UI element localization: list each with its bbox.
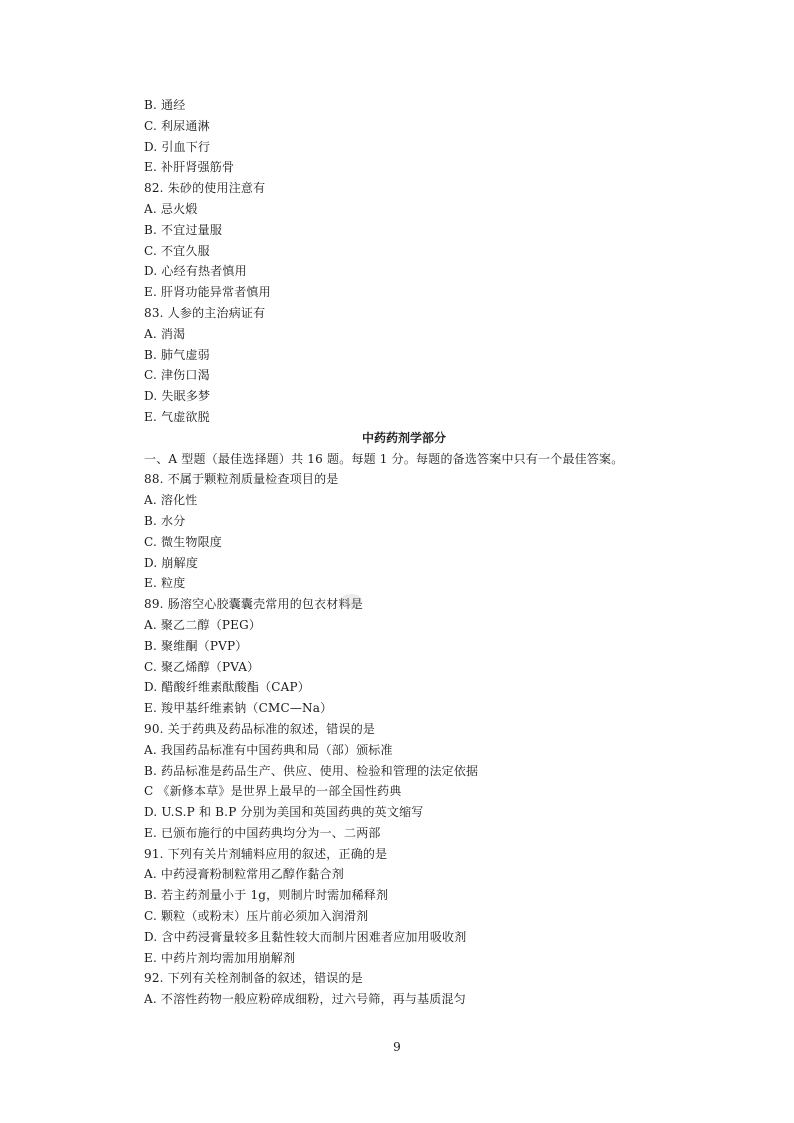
- question-block-pharmacology: [144, 95, 664, 428]
- answer-option: C 《新修本草》是世界上最早的一部全国性药典: [144, 784, 402, 799]
- section-title: 中药药剂学部分: [361, 430, 446, 445]
- question-stem: 88. 不属于颗粒剂质量检查项目的是: [144, 472, 339, 487]
- question-stem: 83. 人参的主治病证有: [144, 305, 266, 320]
- answer-option: B. 聚维酮（PVP）: [144, 638, 248, 653]
- answer-option: C. 不宜久服: [144, 243, 210, 258]
- answer-option: D. 含中药浸膏量较多且黏性较大而制片困难者应加用吸收剂: [144, 929, 467, 944]
- question-stem: 92. 下列有关栓剂制备的叙述，错误的是: [144, 971, 363, 986]
- answer-option: D. 失眠多梦: [144, 389, 211, 404]
- answer-option: D. 心经有热者慎用: [144, 264, 247, 279]
- question-stem: 82. 朱砂的使用注意有: [144, 181, 266, 196]
- question-stem: 90. 关于药典及药品标准的叙述，错误的是: [144, 721, 376, 736]
- answer-option: B. 通经: [144, 98, 186, 112]
- answer-option: D. 引血下行: [144, 139, 211, 154]
- answer-option: E. 粒度: [144, 576, 186, 591]
- answer-option: D. U.S.P 和 B.P 分别为美国和英国药典的英文缩写: [144, 805, 424, 820]
- answer-option: A. 忌火煅: [144, 201, 198, 216]
- section-instruction: 一、A 型题（最佳选择题）共 16 题。每题 1 分。每题的备选答案中只有一个最佳答案。: [144, 451, 624, 466]
- answer-option: E. 补肝肾强筋骨: [144, 160, 235, 175]
- answer-option: C. 微生物限度: [144, 534, 222, 549]
- page-number: 9: [393, 1040, 401, 1054]
- answer-option: A. 不溶性药物一般应粉碎成细粉，过六号筛，再与基质混匀: [144, 992, 466, 1007]
- answer-option: C. 聚乙烯醇（PVA）: [144, 659, 260, 674]
- answer-option: B. 不宜过量服: [144, 222, 223, 237]
- answer-option: A. 聚乙二醇（PEG）: [144, 617, 262, 632]
- question-stem: 89. 肠溶空心胶囊囊壳常用的包衣材料是: [144, 597, 363, 612]
- answer-option: A. 我国药品标准有中国药典和局（部）颁标准: [144, 742, 393, 757]
- question-block-pharmaceutics: [144, 469, 664, 1010]
- page-content: [144, 95, 664, 1010]
- answer-option: A. 中药浸膏粉制粒常用乙醇作黏合剂: [144, 867, 344, 882]
- scan-smudge: [340, 594, 362, 608]
- answer-option: E. 羧甲基纤维素钠（CMC—Na）: [144, 701, 333, 716]
- question-stem: 91. 下列有关片剂辅料应用的叙述，正确的是: [144, 846, 388, 861]
- answer-option: D. 崩解度: [144, 555, 199, 570]
- answer-option: E. 已颁布施行的中国药典均分为一、二两部: [144, 825, 381, 840]
- answer-option: E. 肝肾功能异常者慎用: [144, 285, 271, 300]
- answer-option: B. 若主药剂量小于 1g，则制片时需加稀释剂: [144, 888, 389, 903]
- answer-option: B. 药品标准是药品生产、供应、使用、检验和管理的法定依据: [144, 763, 479, 778]
- answer-option: A. 消渴: [144, 326, 186, 341]
- answer-option: C. 利尿通淋: [144, 118, 210, 133]
- answer-option: E. 中药片剂均需加用崩解剂: [144, 950, 296, 965]
- answer-option: D. 醋酸纤维素酞酸酯（CAP）: [144, 680, 310, 695]
- answer-option: C. 颗粒（或粉末）压片前必须加入润滑剂: [144, 909, 369, 924]
- answer-option: A. 溶化性: [144, 493, 198, 508]
- answer-option: E. 气虚欲脱: [144, 409, 210, 424]
- answer-option: C. 津伤口渴: [144, 368, 210, 383]
- answer-option: B. 肺气虚弱: [144, 347, 210, 362]
- answer-option: B. 水分: [144, 513, 186, 528]
